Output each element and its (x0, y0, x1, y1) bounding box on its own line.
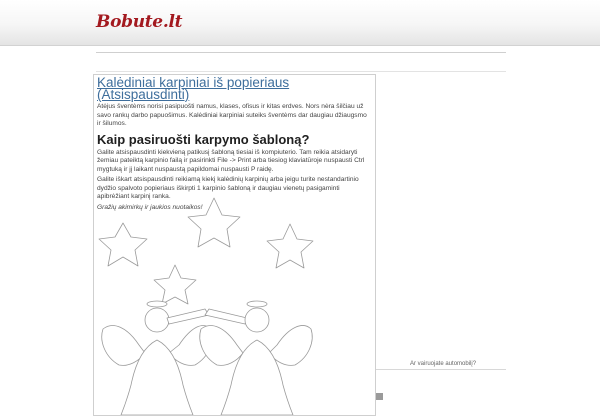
post-paragraph-1: Galite atsispausdinti kiekvieną patikusį šabloną tiesiai iš kompiuterio. Tam reikia atsidaryti žemiau pateiktą karpinio failą ir pasirinkti File -> Print arba tiesiog klaviatūroje nuspausti Ctrl mygtuką ir jį laikant nuspaustą papildomai nuspausti P raidę. (97, 148, 365, 173)
section-heading: Kaip pasiruošti karpymo šabloną? (97, 131, 310, 147)
sidebar-thumb[interactable] (376, 393, 383, 400)
post-closing: Gražių akimirkų ir jaukios nuotaikos! (97, 203, 203, 211)
post-intro: Atėjus šventėms norisi pasipuošti namus, klases, ofisus ir kitas erdves. Nors nėra šilčiau už savo rankų darbo papuošimus. Kalėdiniai karpiniai suteiks šventėms dar daugiau džiaugsmo ir šilumos. (97, 103, 367, 127)
site-header (0, 0, 600, 46)
trumpet (167, 309, 209, 324)
angel-wing (102, 326, 145, 366)
cutout-template-image[interactable] (97, 195, 315, 415)
star-shape (154, 265, 196, 304)
star-shape (188, 198, 240, 247)
post-paragraph-2: Galite iškart atsispausdinti reikiamą kiekį kalėdinių karpinių arba jeigu turite nestandartinio dydžio spalvoto popieriaus iškirpti 1 karpinio šabloną ir daugiau vienetų pasigaminti apibrėžiant karpinį ranka. (97, 176, 359, 200)
post-content (93, 74, 376, 416)
angel-head (145, 308, 169, 332)
angel-halo (147, 301, 167, 307)
angel-wing (269, 326, 312, 366)
nav-divider (96, 52, 506, 53)
post-title-link[interactable]: Kalėdiniai karpiniai iš popieriaus (Atsispausdinti) (97, 75, 290, 102)
angel-head (245, 308, 269, 332)
sidebar-poll-label: Ar vairuojate automobilį? (410, 361, 477, 367)
star-shape (267, 224, 313, 268)
sidebar-divider (376, 369, 506, 370)
sub-divider (96, 71, 506, 72)
star-shape (99, 223, 147, 266)
trumpet (205, 309, 247, 324)
angel-halo (247, 301, 267, 307)
angel-wing (200, 326, 243, 366)
site-logo[interactable]: Bobute.lt (96, 12, 183, 32)
